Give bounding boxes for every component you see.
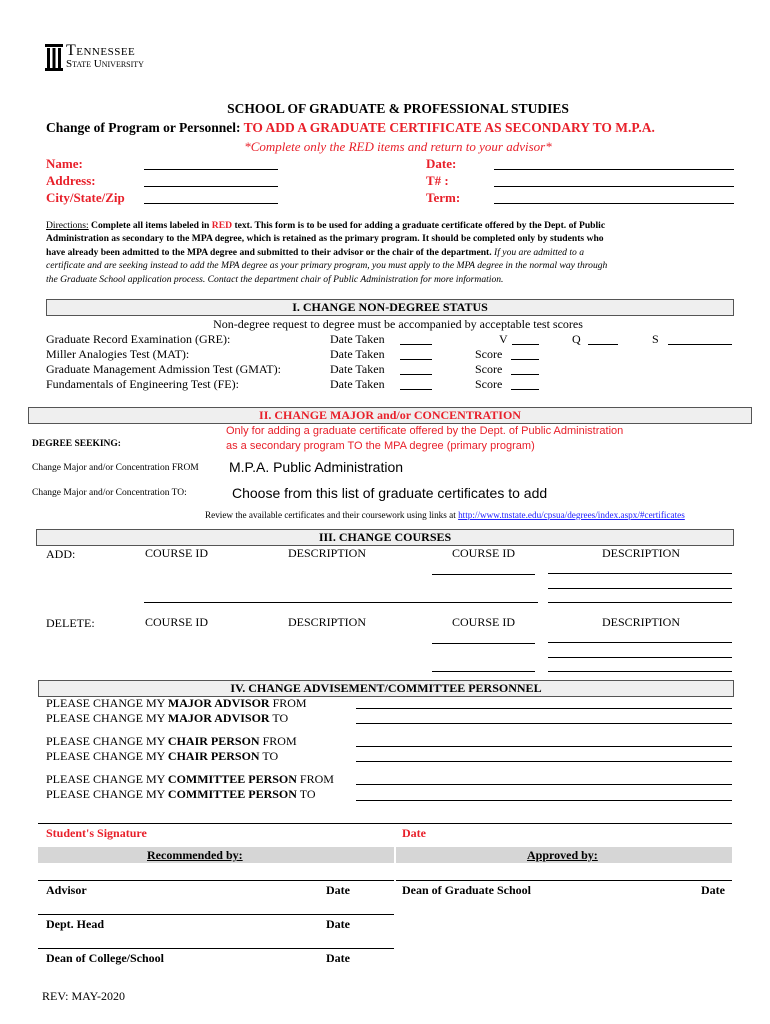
delete-label: DELETE: (46, 616, 95, 630)
to-label: Change Major and/or Concentration TO: (32, 488, 187, 498)
date-label: Date: (426, 156, 457, 171)
from-value: M.P.A. Public Administration (229, 459, 404, 475)
delete-course-id-field[interactable] (432, 643, 535, 644)
dean-grad-signature-field[interactable] (396, 880, 732, 881)
advisement-row: PLEASE CHANGE MY CHAIR PERSON FROM (46, 734, 297, 748)
advisement-row: PLEASE CHANGE MY COMMITTEE PERSON FROM (46, 772, 334, 786)
score-label: Score (475, 377, 503, 391)
tnum-label: T# : (426, 173, 449, 188)
dept-head-date-label: Date (326, 917, 350, 931)
recommended-label: Recommended by: (147, 848, 243, 862)
gre-q-label: Q (572, 332, 581, 346)
dept-head-signature-field[interactable] (38, 914, 394, 915)
date-taken-label: Date Taken (330, 377, 385, 391)
review-text: Review the available certificates and their coursework using links at (205, 510, 456, 520)
dean-college-signature-field[interactable] (38, 948, 394, 949)
advisor-label: Advisor (46, 883, 87, 897)
section4-header: IV. CHANGE ADVISEMENT/COMMITTEE PERSONNEL (38, 680, 734, 697)
term-label: Term: (426, 190, 461, 205)
delete-description-col: DESCRIPTION (288, 615, 367, 629)
delete-description-col-2: DESCRIPTION (602, 615, 681, 629)
name-field[interactable] (144, 169, 278, 170)
change-title (46, 120, 655, 136)
gre-v-field[interactable] (512, 344, 539, 345)
name-label: Name: (46, 156, 83, 171)
advisement-row: PLEASE CHANGE MY COMMITTEE PERSON TO (46, 787, 316, 801)
approved-label: Approved by: (527, 848, 598, 862)
directions-line2: Administration as secondary to the MPA degree, which is retained as the primary program. It should be completed only by students who (46, 233, 604, 245)
from-label: Change Major and/or Concentration FROM (32, 463, 199, 473)
committee-person-from-field[interactable] (356, 784, 732, 785)
score-label: Score (475, 362, 503, 376)
major-advisor-from-field[interactable] (356, 708, 732, 709)
test-fe: Fundamentals of Engineering Test (FE): (46, 377, 239, 391)
directions (46, 219, 746, 286)
section3-header: III. CHANGE COURSES (36, 529, 734, 546)
add-course-field[interactable] (144, 602, 538, 603)
logo-line2: State University (66, 58, 144, 70)
gre-s-field[interactable] (668, 344, 732, 345)
columns-icon (44, 42, 64, 72)
score-label: Score (475, 347, 503, 361)
directions-red: RED (211, 220, 233, 231)
section2-note2: as a secondary program TO the MPA degree (primary program) (226, 440, 535, 452)
degree-seeking-label: DEGREE SEEKING: (32, 439, 121, 449)
date-taken-label: Date Taken (330, 347, 385, 361)
directions-line3i: If you are admitted to a (494, 246, 585, 258)
delete-description-field[interactable] (548, 657, 732, 658)
gre-s-label: S (652, 332, 659, 346)
section2-note1: Only for adding a graduate certificate offered by the Dept. of Public Administration (226, 425, 624, 437)
logo-line1: Tennessee (66, 42, 136, 59)
student-signature-label: Student's Signature (46, 826, 147, 840)
tnum-field[interactable] (494, 186, 734, 187)
directions-p2: text. This form is to be used for adding a graduate certificate offered by the Dept. of Public (234, 220, 606, 231)
add-description-field[interactable] (548, 602, 732, 603)
major-advisor-to-field[interactable] (356, 723, 732, 724)
advisement-row: PLEASE CHANGE MY MAJOR ADVISOR TO (46, 711, 289, 725)
committee-person-to-field[interactable] (356, 800, 732, 801)
fe-date-field[interactable] (400, 389, 432, 390)
change-label: Change of Program or Personnel: (46, 120, 241, 135)
mat-score-field[interactable] (511, 359, 539, 360)
date-taken-label: Date Taken (330, 332, 385, 346)
chair-person-from-field[interactable] (356, 746, 732, 747)
gre-v-label: V (499, 332, 508, 346)
review-line (205, 510, 685, 520)
section1-header: I. CHANGE NON-DEGREE STATUS (46, 299, 734, 316)
instruction: *Complete only the RED items and return to your advisor* (244, 139, 552, 154)
delete-course-id-col-2: COURSE ID (452, 615, 516, 629)
certificates-link[interactable]: http://www.tnstate.edu/cpsua/degrees/index.aspx/#certificates (458, 510, 685, 520)
student-signature-field[interactable] (38, 823, 732, 824)
revision-label: REV: MAY-2020 (42, 989, 126, 1003)
directions-line5: the Graduate School application process. Contact the department chair of Public Administration for more information. (46, 273, 504, 285)
change-red: TO ADD A GRADUATE CERTIFICATE AS SECONDARY TO M.P.A. (243, 120, 655, 135)
test-mat: Miller Analogies Test (MAT): (46, 347, 190, 361)
add-description-field[interactable] (548, 573, 732, 574)
section1-subtitle: Non-degree request to degree must be accompanied by acceptable test scores (213, 317, 583, 331)
add-course-id-field[interactable] (432, 574, 535, 575)
section2-header: II. CHANGE MAJOR and/or CONCENTRATION (28, 407, 752, 424)
gre-q-field[interactable] (588, 344, 618, 345)
delete-description-field[interactable] (548, 642, 732, 643)
city-field[interactable] (144, 203, 278, 204)
directions-label: Directions: (46, 220, 89, 231)
student-date-label: Date (402, 826, 426, 840)
dean-college-label: Dean of College/School (46, 951, 164, 965)
dean-grad-date-label: Date (701, 883, 725, 897)
gmat-date-field[interactable] (400, 374, 432, 375)
directions-line3: have already been admitted to the MPA degree and submitted to their advisor or the chair of the department. (46, 246, 492, 258)
delete-course-id-field[interactable] (432, 671, 535, 672)
add-description-col-2: DESCRIPTION (602, 546, 681, 560)
dean-grad-label: Dean of Graduate School (402, 883, 531, 897)
advisement-row: PLEASE CHANGE MY MAJOR ADVISOR FROM (46, 696, 307, 710)
address-field[interactable] (144, 186, 278, 187)
test-gmat: Graduate Management Admission Test (GMAT): (46, 362, 281, 376)
gmat-score-field[interactable] (511, 374, 539, 375)
dean-college-date-label: Date (326, 951, 350, 965)
add-course-id-col: COURSE ID (145, 546, 209, 560)
city-label: City/State/Zip (46, 190, 125, 205)
advisement-row: PLEASE CHANGE MY CHAIR PERSON TO (46, 749, 279, 763)
directions-p1: Complete all items labeled in (91, 220, 210, 231)
term-field[interactable] (494, 203, 734, 204)
date-field[interactable] (494, 169, 734, 170)
directions-line4: certificate and are seeking instead to add the MPA degree as your primary program, you must apply to the MPA degree in the normal way through (46, 260, 608, 272)
certificate-select[interactable]: Choose from this list of graduate certificates to add (232, 485, 548, 501)
add-description-field[interactable] (548, 588, 732, 589)
chair-person-to-field[interactable] (356, 761, 732, 762)
delete-course-id-col: COURSE ID (145, 615, 209, 629)
school-title: SCHOOL OF GRADUATE & PROFESSIONAL STUDIES (227, 101, 569, 116)
add-label: ADD: (46, 547, 76, 561)
test-gre: Graduate Record Examination (GRE): (46, 332, 231, 346)
add-course-id-col-2: COURSE ID (452, 546, 516, 560)
advisor-signature-field[interactable] (38, 880, 394, 881)
university-logo (44, 40, 184, 74)
gre-date-field[interactable] (400, 344, 432, 345)
mat-date-field[interactable] (400, 359, 432, 360)
fe-score-field[interactable] (511, 389, 539, 390)
advisor-date-label: Date (326, 883, 350, 897)
date-taken-label: Date Taken (330, 362, 385, 376)
add-description-col: DESCRIPTION (288, 546, 367, 560)
dept-head-label: Dept. Head (46, 917, 104, 931)
address-label: Address: (46, 173, 96, 188)
delete-description-field[interactable] (548, 671, 732, 672)
